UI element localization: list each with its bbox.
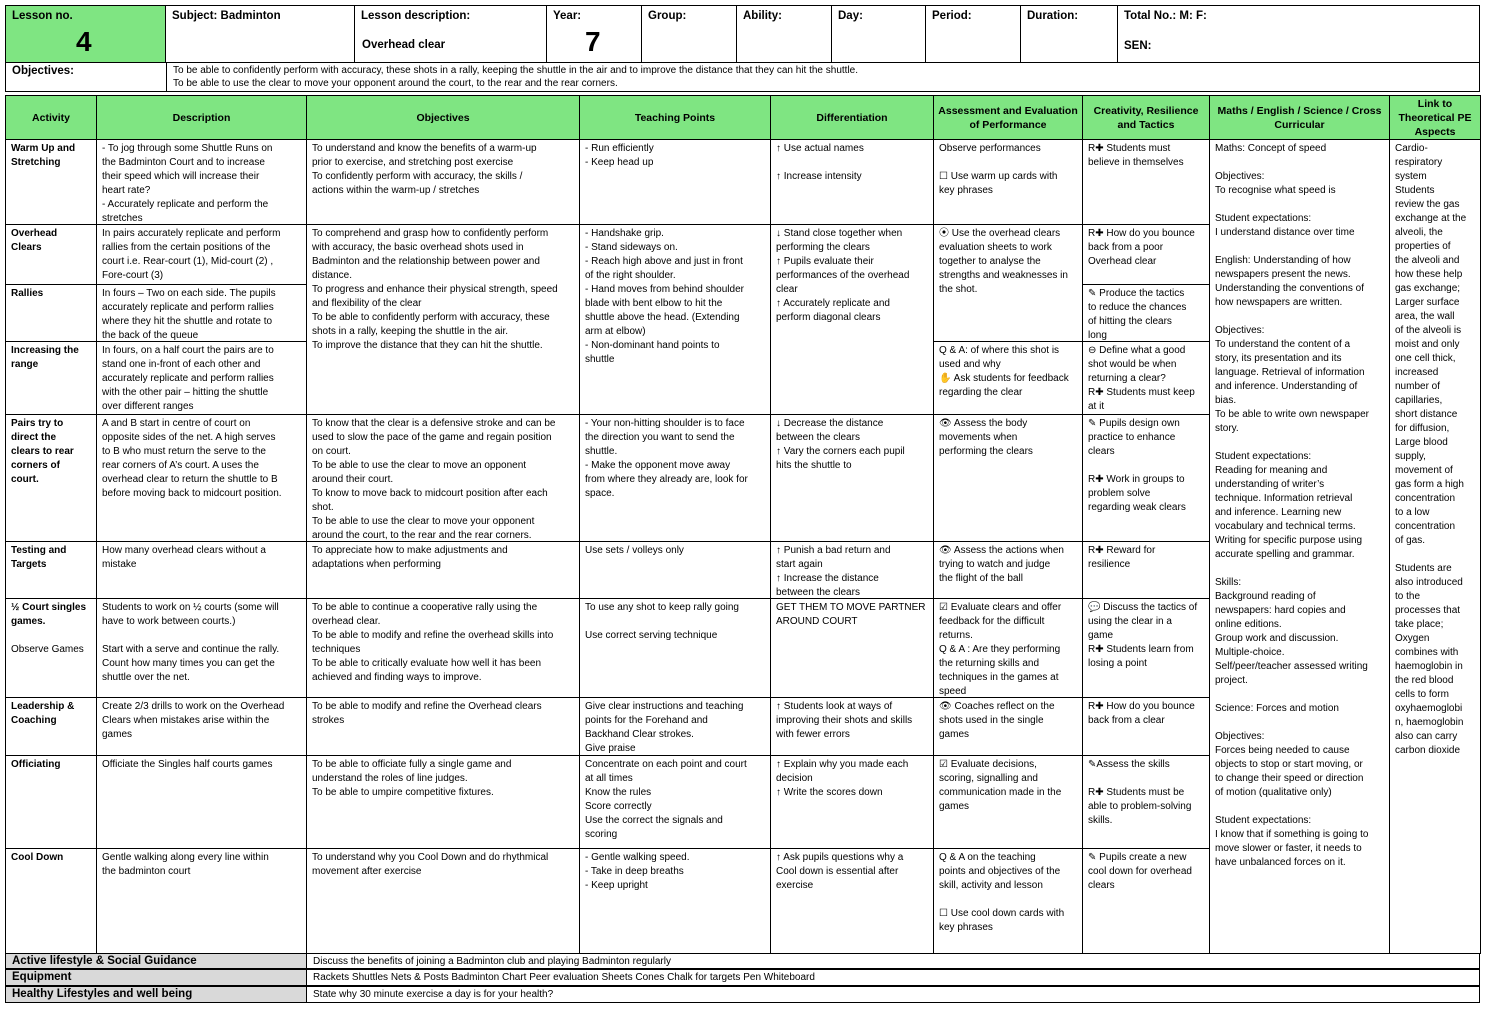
assessment-text: 👁 Assess the body movements when performing the clears (939, 418, 1033, 457)
year-label: Year: (553, 10, 582, 22)
description-text: Officiate the Singles half courts games (102, 759, 273, 770)
footer-text-active-lifestyle: Discuss the benefits of joining a Badminton club and playing Badminton regularly (313, 956, 671, 967)
objectives-text: To be able to officiate fully a single game and understand the roles of line judges. To be able to umpire competitive fixtures. (312, 759, 512, 798)
activity-testing-targets: Testing and Targets (11, 545, 67, 570)
teaching-points-text: To use any shot to keep rally going Use correct serving technique (585, 602, 739, 641)
day-label: Day: (838, 10, 863, 22)
theory-link-text: Cardio- respiratory system Students review the gas exchange at the alveoli, the properties of the alveoli and how these help gas exchange; Larger surface area, the wall of the alveoli is moist and only one cell thick, increased number of capillaries, short distance for diffusion, Large blood supply, movement of gas form a high concentration to a low concentration of gas. Students are also introduced to the processes that take place; Oxygen combines with haemoglobin in the red blood cells to form oxyhaemoglobi n, haemoglobin also can carry carbon dioxide (1395, 143, 1467, 756)
objectives-text: To understand why you Cool Down and do rhythmical movement after exercise (312, 852, 549, 877)
footer-label-healthy-lifestyles: Healthy Lifestyles and well being (12, 988, 193, 1000)
lesson-number: 4 (76, 26, 92, 57)
objectives-text: To understand and know the benefits of a warm-up prior to exercise, and stretching post exercise To confidently perform with accuracy, the skills / actions within the warm-up / stretches (312, 143, 537, 196)
group-label: Group: (648, 10, 687, 22)
column-header-teaching-points: Teaching Points (579, 95, 771, 140)
teaching-points-text: Use sets / volleys only (585, 545, 684, 556)
column-header-description: Description (96, 95, 307, 140)
footer-text-equipment: Rackets Shuttles Nets & Posts Badminton Chart Peer evaluation Sheets Cones Chalk for targets Pen Whiteboard (313, 972, 815, 983)
lesson-description: Overhead clear (362, 39, 446, 51)
teaching-points-text: - Run efficiently - Keep head up (585, 143, 654, 168)
teaching-points-text: Give clear instructions and teaching points for the Forehand and Backhand Clear strokes. Give praise (585, 701, 744, 754)
description-text: - To jog through some Shuttle Runs on the Badminton Court and to increase their speed which will increase their heart rate? - Accurately replicate and perform the stretches (102, 143, 273, 224)
creativity-text: ✎ Pupils design own practice to enhance clears R✚ Work in groups to problem solve regarding weak clears (1088, 418, 1186, 513)
objectives-text: To be able to confidently perform with accuracy, these shots in a rally, keeping the shuttle in the air and to improve the distance that they can hit the shuttle. To be able to use the clear to move your opponent around the court, to the rear and the rear corners. (173, 65, 859, 89)
footer-label-active-lifestyle: Active lifestyle & Social Guidance (12, 955, 197, 967)
activity-leadership-coaching: Leadership & Coaching (11, 701, 75, 726)
creativity-text: R✚ Students must believe in themselves (1088, 143, 1184, 168)
description-text: In pairs accurately replicate and perform rallies from the certain positions of the court i.e. Rear-court (1), Mid-court (2) , Fore-court (3) (102, 228, 281, 281)
activity-officiating: Officiating (11, 759, 61, 770)
year: 7 (585, 26, 601, 57)
assessment-text: Q & A on the teaching points and objectives of the skill, activity and lesson ☐ Use cool down cards with key phrases (939, 852, 1065, 933)
sen-label: SEN: (1124, 40, 1152, 52)
differentiation-text: ↓ Stand close together when performing the clears ↑ Pupils evaluate their performances of the overhead clear ↑ Accurately replicate and perform diagonal clears (776, 228, 910, 323)
column-header-creativity: Creativity, Resilience and Tactics (1082, 95, 1210, 140)
assessment-text: Observe performances ☐ Use warm up cards with key phrases (939, 143, 1058, 196)
activity-increasing-range: Increasing the range (11, 345, 79, 370)
column-header-theory-link: Link to Theoretical PE Aspects (1389, 95, 1481, 140)
description-text: In fours – Two on each side. The pupils accurately replicate and perform rallies where they hit the shuttle and rotate to the back of the queue (102, 288, 276, 341)
objectives-text: To be able to continue a cooperative rally using the overhead clear. To be able to modify and refine the overhead skills into techniques To be able to critically evaluate how well it has been achieved and finding ways to improve. (312, 602, 554, 683)
subject: Subject: Badminton (172, 10, 281, 22)
column-header-activity: Activity (5, 95, 97, 140)
description-text: A and B start in centre of court on opposite sides of the net. A high serves to B who must return the serve to the rear corners of A’s court. A uses the overhead clear to return the shuttle to B before moving back to midcourt position. (102, 418, 282, 499)
activity-rallies: Rallies (11, 288, 44, 299)
creativity-text: ✎ Produce the tactics to reduce the chances of hitting the clears long (1088, 288, 1187, 341)
differentiation-text: ↑ Ask pupils questions why a Cool down is essential after exercise (776, 852, 904, 891)
differentiation-text: GET THEM TO MOVE PARTNER AROUND COURT (776, 602, 926, 627)
assessment-text: 👁 Coaches reflect on the shots used in the single games (939, 701, 1055, 740)
objectives-text: To be able to modify and refine the Overhead clears strokes (312, 701, 542, 726)
description-text: In fours, on a half court the pairs are to stand one in-front of each other and accurately replicate and perform rallies with the other pair – hitting the shuttle over different ranges (102, 345, 274, 412)
assessment-text: 👁 Assess the actions when trying to watch and judge the flight of the ball (939, 545, 1064, 584)
teaching-points-text: - Gentle walking speed. - Take in deep breaths - Keep upright (585, 852, 690, 891)
teaching-points-text: - Your non-hitting shoulder is to face the direction you want to send the shuttle. - Make the opponent move away from where they already are, look for space. (585, 418, 748, 499)
description-text: Create 2/3 drills to work on the Overhead Clears when mistakes arise within the games (102, 701, 285, 740)
activity-cool-down: Cool Down (11, 852, 64, 863)
creativity-text: R✚ How do you bounce back from a clear (1088, 701, 1195, 726)
creativity-text: R✚ Reward for resilience (1088, 545, 1156, 570)
column-header-assessment: Assessment and Evaluation of Performance (933, 95, 1083, 140)
activity-overhead-clears: Overhead Clears (11, 228, 58, 253)
duration-label: Duration: (1027, 10, 1079, 22)
differentiation-text: ↑ Punish a bad return and start again ↑ Increase the distance between the clears (776, 545, 891, 598)
lesson-number-label: Lesson no. (12, 10, 73, 22)
differentiation-text: ↑ Use actual names ↑ Increase intensity (776, 143, 864, 182)
description-text: Students to work on ½ courts (some will have to work between courts.) Start with a serve and continue the rally. Count how many times you can get the shuttle over the net. (102, 602, 280, 683)
footer-label-equipment: Equipment (12, 971, 72, 983)
ability-label: Ability: (743, 10, 782, 22)
teaching-points-text: Concentrate on each point and court at all times Know the rules Score correctly Use the correct the signals and scoring (585, 759, 747, 840)
column-header-objectives: Objectives (306, 95, 580, 140)
lesson-description-label: Lesson description: (361, 10, 471, 22)
assessment-text: Q & A: of where this shot is used and why ✋ Ask students for feedback regarding the clear (939, 345, 1069, 398)
description-text: How many overhead clears without a mistake (102, 545, 266, 570)
objectives-text: To comprehend and grasp how to confidently perform with accuracy, the basic overhead shots used in Badminton and the relationship between power and distance. To progress and enhance their physical strength, speed and flexibility of the clear To be able to confidently perform with accuracy, these shots in a rally, keeping the shuttle in the air. To improve the distance that they can hit the shuttle. (312, 228, 558, 351)
assessment-text: ⦿ Use the overhead clears evaluation sheets to work together to analyse the strengths and weaknesses in the shot. (939, 228, 1068, 295)
period-label: Period: (932, 10, 972, 22)
creativity-text: 💬 Discuss the tactics of using the clear in a game R✚ Students learn from losing a point (1088, 602, 1198, 669)
teaching-points-text: - Handshake grip. - Stand sideways on. - Reach high above and just in front of the right shoulder. - Hand moves from behind shoulder blade with bent elbow to hit the shuttle above the head. (Extending arm at elbow) - Non-dominant hand points to shuttle (585, 228, 744, 365)
observe-games-label: Observe Games (11, 644, 84, 655)
objectives-text: To know that the clear is a defensive stroke and can be used to slow the pace of the game and regain position on court. To be able to use the clear to move an opponent around their court. To know to move back to midcourt position after each shot. To be able to use the clear to move your opponent around the court, to the rear and the rear corners. (312, 418, 556, 541)
footer-text-healthy-lifestyles: State why 30 minute exercise a day is for your health? (313, 989, 554, 1000)
activity-half-court-singles: ½ Court singles games. (11, 602, 87, 627)
activity-warm-up: Warm Up and Stretching (11, 143, 76, 168)
creativity-text: ✎Assess the skills R✚ Students must be able to problem-solving skills. (1088, 759, 1192, 826)
creativity-text: ⊖ Define what a good shot would be when returning a clear? R✚ Students must keep at it (1088, 345, 1195, 412)
assessment-text: ☑ Evaluate decisions, scoring, signalling and communication made in the games (939, 759, 1062, 812)
assessment-text: ☑ Evaluate clears and offer feedback for the difficult returns. Q & A : Are they performing the returning skills and techniques in the games at speed (939, 602, 1062, 697)
differentiation-text: ↓ Decrease the distance between the clears ↑ Vary the corners each pupil hits the shuttle to (776, 418, 905, 471)
description-text: Gentle walking along every line within the badminton court (102, 852, 269, 877)
activity-pairs-direct-clears: Pairs try to direct the clears to rear corners of court. (11, 418, 74, 485)
objectives-label: Objectives: (12, 65, 74, 77)
column-header-cross-curricular: Maths / English / Science / Cross Curricular (1209, 95, 1390, 140)
total-label: Total No.: M: F: (1124, 10, 1207, 22)
creativity-text: ✎ Pupils create a new cool down for overhead clears (1088, 852, 1192, 891)
differentiation-text: ↑ Students look at ways of improving their shots and skills with fewer errors (776, 701, 913, 740)
cross-curricular-text: Maths: Concept of speed Objectives: To recognise what speed is Student expectations: I understand distance over time English: Understanding of how newspapers present the news. Understanding the conventions of how newspapers are written. Objectives: To understand the content of a story, its presentation and its language. Retrieval of information and inference. Understanding of bias. To be able to write own newspaper story. Student expectations: Reading for meaning and understanding of writer’s technique. Information retrieval and inference. Learning new vocabulary and technical terms. Writing for specific purpose using accurate spelling and grammar. Skills: Background reading of newspapers: hard copies and online editions. Group work and discussion. Multiple-choice. Self/peer/teacher assessed writing project. Science: Forces and motion Objectives: Forces being needed to cause objects to stop or start moving, or to change their speed or direction of motion (qualitative only) Student expectations: I know that if something is going to move slower or faster, it needs to have unbalanced forces on it. (1215, 143, 1369, 868)
differentiation-text: ↑ Explain why you made each decision ↑ Write the scores down (776, 759, 909, 798)
objectives-text: To appreciate how to make adjustments and adaptations when performing (312, 545, 508, 570)
creativity-text: R✚ How do you bounce back from a poor Overhead clear (1088, 228, 1195, 267)
column-header-differentiation: Differentiation (770, 95, 934, 140)
